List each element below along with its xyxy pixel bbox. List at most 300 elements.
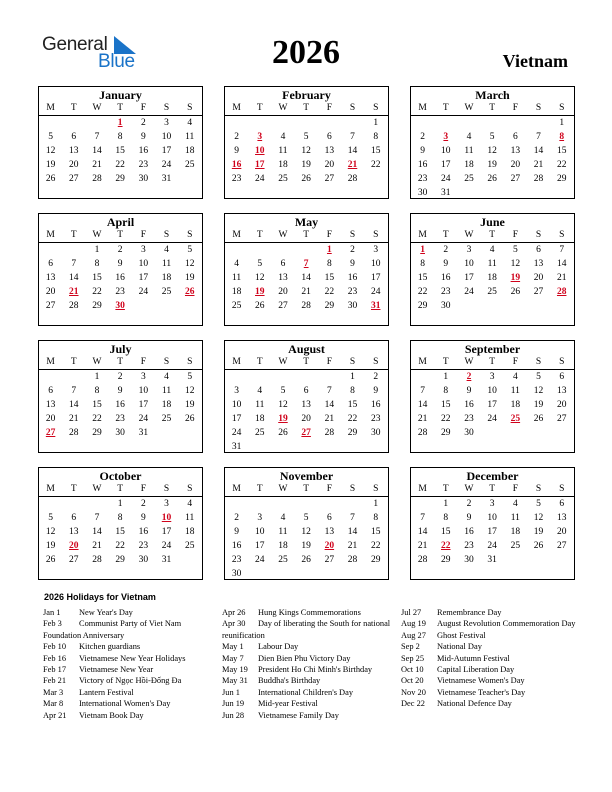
day-cell: 11 (185, 513, 195, 523)
holiday-name: Ghost Festival (437, 630, 486, 640)
day-cell: 28 (69, 301, 79, 311)
holiday-name: Vietnamese New Year (79, 665, 154, 675)
day-cell: 9 (466, 386, 472, 396)
holiday-day-cell: 20 (69, 541, 79, 551)
month-march (410, 86, 575, 199)
weekday-label: M (46, 484, 55, 494)
day-cell: 16 (441, 273, 451, 283)
day-cell: 3 (164, 499, 169, 509)
day-cell: 7 (326, 386, 332, 396)
empty-day-cell (225, 116, 248, 130)
day-cell: 29 (417, 301, 428, 311)
holiday-entry (43, 653, 218, 664)
day-cell: 8 (443, 386, 449, 396)
holiday-entry (401, 698, 576, 709)
weekday-label: W (278, 357, 288, 367)
day-cell: 13 (533, 259, 544, 269)
day-cell: 16 (464, 400, 474, 410)
day-cell: 29 (324, 301, 335, 311)
week-row (411, 497, 574, 511)
day-cell: 3 (140, 372, 146, 382)
empty-day-cell (504, 116, 527, 130)
day-cell: 19 (301, 541, 311, 551)
holiday-date: Nov 20 (401, 687, 426, 697)
day-cell: 31 (487, 555, 497, 565)
day-cell: 11 (464, 146, 474, 156)
day-cell: 22 (324, 287, 335, 297)
month-title: August (288, 342, 325, 356)
holiday-name: Victory of Ngọc Hồi-Đống Đa (79, 676, 182, 686)
day-cell: 17 (138, 273, 149, 283)
holiday-entry (222, 687, 397, 698)
week-row (411, 271, 574, 285)
empty-day-cell (271, 497, 294, 511)
holiday-day-cell: 20 (324, 541, 335, 551)
holiday-day-cell: 16 (231, 160, 242, 170)
day-cell: 24 (231, 428, 242, 438)
holiday-day-cell: 1 (326, 245, 332, 255)
empty-day-cell (527, 553, 550, 567)
empty-day-cell (62, 116, 85, 130)
weekday-header-row (39, 229, 202, 243)
month-title: April (106, 215, 135, 229)
day-cell: 14 (301, 273, 311, 283)
weekday-label: T (489, 357, 496, 367)
holiday-name: Kitchen guardians (79, 642, 141, 652)
week-row (411, 370, 574, 384)
empty-day-cell (504, 553, 527, 567)
day-cell: 28 (301, 301, 311, 311)
holiday-entry (401, 641, 576, 652)
day-cell: 29 (441, 555, 451, 565)
holiday-day-cell: 21 (69, 287, 79, 297)
day-cell: 29 (347, 428, 358, 438)
day-cell: 7 (420, 386, 425, 396)
day-cell: 8 (373, 132, 379, 142)
empty-day-cell (248, 243, 271, 257)
day-cell: 5 (536, 499, 541, 509)
day-cell: 10 (138, 386, 149, 396)
day-cell: 26 (278, 428, 288, 438)
weekday-label: F (326, 484, 332, 494)
day-cell: 18 (510, 527, 521, 537)
day-cell: 4 (280, 513, 286, 523)
empty-day-cell (85, 497, 108, 511)
empty-day-cell (85, 116, 108, 130)
week-row (39, 299, 202, 313)
holiday-entry (43, 618, 218, 641)
day-cell: 5 (303, 132, 309, 142)
day-cell: 22 (556, 160, 567, 170)
holiday-date: Feb 17 (43, 665, 67, 675)
empty-day-cell (132, 299, 155, 313)
weekday-label: S (163, 357, 170, 367)
day-cell: 28 (347, 174, 358, 184)
day-cell: 24 (161, 541, 172, 551)
day-cell: 25 (487, 287, 497, 297)
day-cell: 24 (255, 174, 265, 184)
week-row (39, 257, 202, 271)
day-cell: 17 (231, 414, 242, 424)
weekday-label: W (464, 484, 474, 494)
day-cell: 6 (71, 513, 77, 523)
month-title: September (464, 342, 521, 356)
weekday-label: M (418, 103, 427, 113)
day-cell: 17 (487, 400, 497, 410)
weekday-label: M (232, 103, 241, 113)
day-cell: 2 (117, 245, 123, 255)
day-cell: 8 (443, 513, 449, 523)
holiday-day-cell: 1 (117, 118, 123, 128)
day-cell: 2 (140, 118, 146, 128)
holiday-day-cell: 30 (115, 301, 125, 311)
day-cell: 1 (350, 372, 355, 382)
weekday-label: M (418, 230, 427, 240)
weekday-header-row (411, 483, 574, 497)
holiday-date: Feb 16 (43, 653, 67, 663)
day-cell: 28 (347, 555, 358, 565)
weekday-label: T (256, 484, 263, 494)
day-cell: 6 (536, 245, 541, 255)
day-cell: 10 (487, 386, 497, 396)
day-cell: 31 (161, 174, 172, 184)
weekday-label: F (512, 484, 518, 494)
day-cell: 16 (464, 527, 474, 537)
holiday-day-cell: 27 (45, 428, 56, 438)
day-cell: 7 (94, 132, 100, 142)
day-cell: 14 (347, 146, 358, 156)
day-cell: 20 (556, 400, 567, 410)
logo-text-general: General (42, 34, 108, 55)
week-row (39, 243, 202, 257)
day-cell: 13 (324, 527, 335, 537)
day-cell: 21 (92, 160, 102, 170)
holiday-day-cell: 19 (255, 287, 265, 297)
empty-day-cell (318, 370, 341, 384)
month-title: December (466, 469, 519, 483)
day-cell: 18 (278, 160, 288, 170)
day-cell: 23 (115, 414, 125, 424)
week-row (411, 130, 574, 144)
weekday-label: S (187, 357, 193, 367)
day-cell: 16 (115, 400, 125, 410)
day-cell: 9 (350, 259, 355, 269)
empty-day-cell (271, 370, 294, 384)
day-cell: 9 (443, 259, 449, 269)
day-cell: 30 (417, 188, 428, 198)
holiday-name: Mid-year Festival (258, 699, 318, 709)
day-cell: 30 (115, 428, 125, 438)
day-cell: 20 (510, 160, 521, 170)
month-title: January (99, 88, 142, 102)
holiday-entry (43, 664, 218, 675)
empty-day-cell (225, 497, 248, 511)
day-cell: 10 (255, 527, 265, 537)
empty-day-cell (295, 116, 318, 130)
day-cell: 24 (161, 160, 172, 170)
holiday-date: May 19 (222, 665, 248, 675)
day-cell: 13 (45, 273, 56, 283)
day-cell: 1 (559, 118, 565, 128)
weekday-label: S (535, 357, 542, 367)
day-cell: 14 (92, 527, 102, 537)
day-cell: 25 (161, 287, 172, 297)
day-cell: 4 (164, 245, 169, 255)
holiday-name: Vietnamese Women's Day (437, 676, 525, 686)
day-cell: 6 (48, 259, 53, 269)
holidays-column (401, 607, 576, 710)
day-cell: 15 (441, 400, 451, 410)
weekday-label: M (46, 357, 55, 367)
day-cell: 3 (373, 245, 379, 255)
day-cell: 30 (441, 301, 451, 311)
day-cell: 2 (140, 499, 146, 509)
weekday-header-row (39, 356, 202, 370)
holiday-entry (43, 698, 218, 709)
month-february (224, 86, 389, 199)
holiday-day-cell: 3 (443, 132, 449, 142)
day-cell: 13 (324, 146, 335, 156)
day-cell: 30 (464, 555, 474, 565)
empty-day-cell (178, 299, 201, 313)
day-cell: 29 (115, 555, 125, 565)
day-cell: 29 (441, 428, 451, 438)
empty-day-cell (504, 426, 527, 440)
week-row (39, 172, 202, 186)
day-cell: 10 (487, 513, 497, 523)
week-row (39, 144, 202, 158)
empty-day-cell (504, 186, 527, 200)
day-cell: 9 (140, 132, 146, 142)
empty-day-cell (178, 426, 201, 440)
day-cell: 15 (92, 273, 102, 283)
holiday-date: Oct 20 (401, 676, 424, 686)
day-cell: 11 (161, 259, 172, 269)
day-cell: 23 (370, 414, 381, 424)
day-cell: 15 (556, 146, 567, 156)
day-cell: 4 (466, 132, 472, 142)
holiday-entry (222, 607, 397, 618)
holiday-date: Jun 1 (222, 687, 240, 697)
day-cell: 13 (69, 527, 79, 537)
holiday-name: Hung Kings Commemorations (258, 608, 361, 617)
day-cell: 15 (441, 527, 451, 537)
empty-day-cell (364, 567, 387, 581)
day-cell: 8 (117, 513, 123, 523)
day-cell: 18 (278, 541, 288, 551)
empty-day-cell (248, 370, 271, 384)
day-cell: 21 (556, 273, 567, 283)
empty-day-cell (155, 426, 178, 440)
day-cell: 9 (466, 513, 472, 523)
holiday-entry (43, 607, 218, 618)
logo-text-blue: Blue (98, 51, 135, 72)
holiday-name: International Women's Day (79, 699, 171, 709)
month-june (410, 213, 575, 326)
week-row (411, 412, 574, 426)
day-cell: 18 (487, 273, 497, 283)
week-row (225, 539, 388, 553)
holiday-name: Remembrance Day (437, 608, 502, 617)
empty-day-cell (318, 440, 341, 454)
day-cell: 17 (370, 273, 381, 283)
holiday-name: Mid-Autumn Festival (437, 653, 510, 663)
day-cell: 13 (69, 146, 79, 156)
day-cell: 7 (350, 132, 355, 142)
day-cell: 31 (161, 555, 172, 565)
weekday-label: T (117, 357, 124, 367)
empty-day-cell (39, 243, 62, 257)
weekday-label: S (559, 103, 565, 113)
day-cell: 25 (278, 174, 288, 184)
holiday-name: National Day (437, 642, 482, 652)
month-title: October (99, 469, 142, 483)
weekday-header-row (225, 102, 388, 116)
day-cell: 22 (92, 287, 102, 297)
day-cell: 23 (138, 160, 149, 170)
day-cell: 31 (138, 428, 149, 438)
weekday-label: T (303, 230, 310, 240)
weekday-header-row (411, 229, 574, 243)
day-cell: 27 (69, 555, 79, 565)
day-cell: 16 (138, 527, 149, 537)
day-cell: 5 (489, 132, 495, 142)
empty-day-cell (248, 116, 271, 130)
day-cell: 24 (138, 287, 149, 297)
day-cell: 25 (510, 541, 521, 551)
week-row (225, 553, 388, 567)
day-cell: 16 (115, 273, 125, 283)
day-cell: 19 (533, 527, 544, 537)
weekday-header-row (411, 356, 574, 370)
day-cell: 21 (324, 414, 335, 424)
day-cell: 5 (257, 259, 263, 269)
empty-day-cell (481, 186, 504, 200)
weekday-label: T (256, 230, 263, 240)
holiday-entry (401, 618, 576, 629)
day-cell: 18 (464, 160, 474, 170)
month-august (224, 340, 389, 453)
holiday-date: May 31 (222, 676, 248, 686)
day-cell: 27 (45, 301, 56, 311)
day-cell: 12 (301, 146, 311, 156)
week-row (39, 539, 202, 553)
week-row (225, 398, 388, 412)
weekday-label: M (232, 230, 241, 240)
week-row (411, 426, 574, 440)
holiday-day-cell: 31 (370, 301, 381, 311)
holiday-name: Lantern Festival (79, 687, 134, 697)
day-cell: 22 (115, 541, 125, 551)
week-row (411, 144, 574, 158)
day-cell: 22 (347, 414, 358, 424)
day-cell: 12 (301, 527, 311, 537)
week-row (225, 440, 388, 454)
empty-day-cell (341, 116, 364, 130)
holidays-column (43, 607, 218, 721)
day-cell: 20 (301, 414, 311, 424)
weekday-header-row (39, 483, 202, 497)
day-cell: 15 (370, 527, 381, 537)
holidays-column (222, 607, 397, 721)
day-cell: 5 (512, 245, 518, 255)
weekday-header-row (225, 229, 388, 243)
weekday-label: S (349, 484, 356, 494)
day-cell: 25 (464, 174, 474, 184)
day-cell: 12 (533, 386, 544, 396)
holiday-day-cell: 8 (559, 132, 565, 142)
day-cell: 18 (184, 527, 195, 537)
week-row (39, 130, 202, 144)
weekday-label: S (349, 357, 356, 367)
week-row (39, 158, 202, 172)
empty-day-cell (271, 567, 294, 581)
empty-day-cell (295, 497, 318, 511)
holiday-date: May 7 (222, 653, 244, 663)
weekday-label: S (349, 230, 356, 240)
week-row (411, 299, 574, 313)
holiday-day-cell: 19 (278, 414, 288, 424)
day-cell: 24 (255, 555, 265, 565)
holiday-entry (43, 675, 218, 686)
holiday-entry (401, 653, 576, 664)
day-cell: 15 (115, 527, 125, 537)
weekday-label: S (373, 230, 379, 240)
day-cell: 5 (187, 372, 193, 382)
empty-day-cell (39, 116, 62, 130)
weekday-label: M (46, 230, 55, 240)
holiday-date: Aug 19 (401, 619, 426, 629)
holiday-name: Buddha's Birthday (258, 676, 321, 686)
day-cell: 9 (420, 146, 425, 156)
holiday-date: Apr 26 (222, 608, 246, 617)
holiday-name: Day of liberating the South for national reunification (222, 619, 391, 640)
day-cell: 12 (278, 400, 288, 410)
day-cell: 16 (370, 400, 381, 410)
holiday-entry (401, 630, 576, 641)
holiday-day-cell: 1 (420, 245, 425, 255)
holiday-name: Labour Day (258, 642, 299, 652)
month-may (224, 213, 389, 326)
weekday-label: T (70, 103, 77, 113)
weekday-label: M (418, 357, 427, 367)
day-cell: 25 (184, 160, 195, 170)
holiday-date: Jan 1 (43, 608, 61, 617)
day-cell: 28 (324, 428, 335, 438)
holiday-date: Apr 30 (222, 619, 246, 629)
month-july (38, 340, 203, 453)
month-title: May (294, 215, 319, 229)
weekday-label: F (512, 357, 518, 367)
weekday-label: W (464, 357, 474, 367)
day-cell: 22 (441, 414, 451, 424)
day-cell: 20 (533, 273, 544, 283)
holiday-date: Sep 2 (401, 642, 420, 652)
weekday-label: F (512, 103, 518, 113)
day-cell: 30 (138, 174, 149, 184)
day-cell: 21 (92, 541, 102, 551)
week-row (225, 257, 388, 271)
day-cell: 22 (115, 160, 125, 170)
empty-day-cell (504, 299, 527, 313)
empty-day-cell (318, 567, 341, 581)
day-cell: 4 (512, 499, 518, 509)
day-cell: 1 (117, 499, 123, 509)
day-cell: 25 (255, 428, 265, 438)
day-cell: 21 (533, 160, 544, 170)
holiday-day-cell: 10 (161, 513, 172, 523)
day-cell: 17 (255, 541, 265, 551)
